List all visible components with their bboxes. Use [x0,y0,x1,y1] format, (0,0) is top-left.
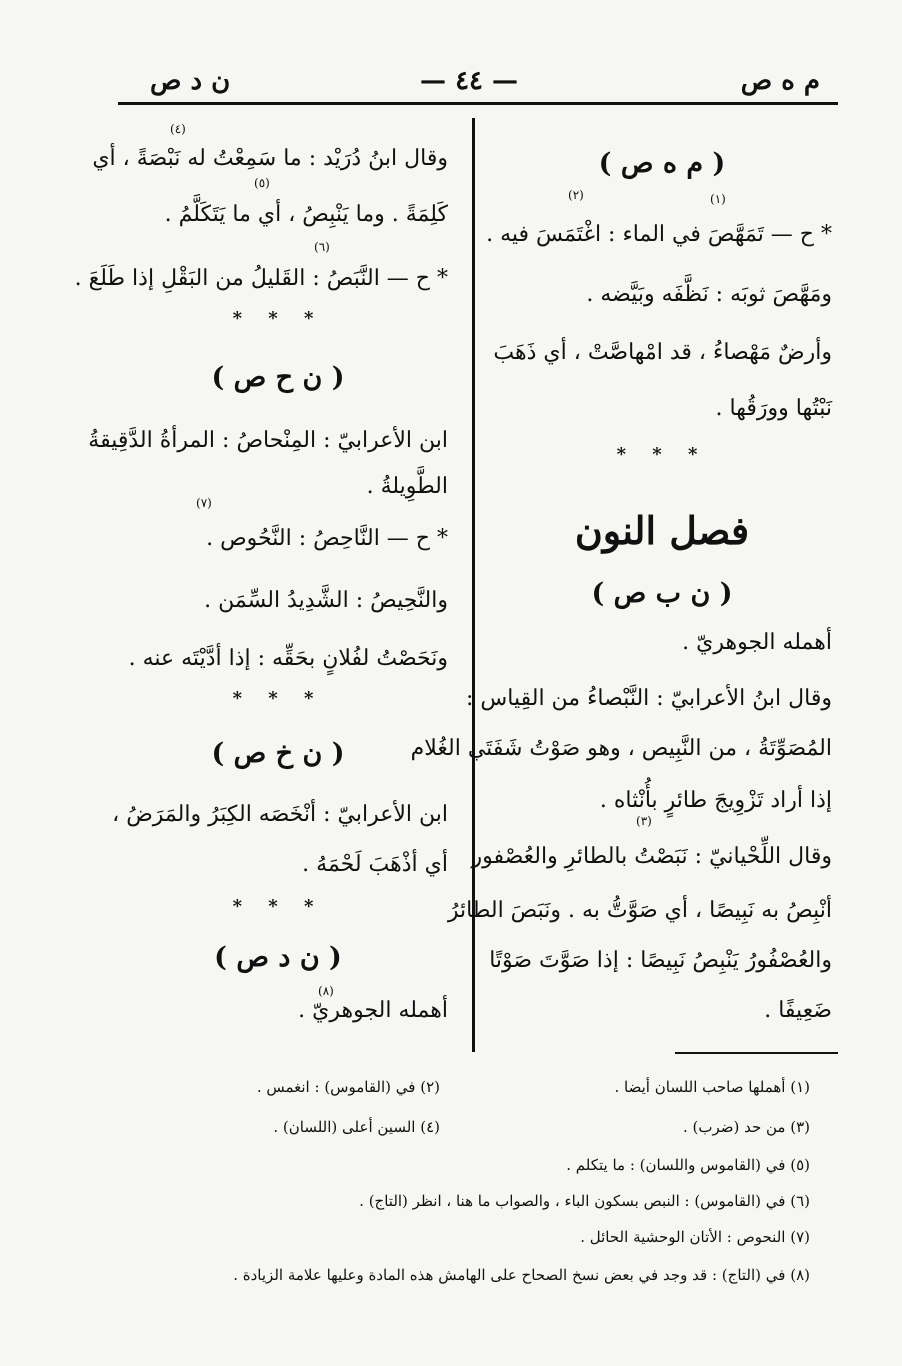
text-line: * ح — النَّاحِصُ : النَّحُوص . [206,526,448,551]
text-line: نَبْتُها وورَقُها . [715,396,832,421]
text-line: * ح — النَّبَصُ : القَليلُ من البَقْلِ إذا طَلَعَ . [74,266,448,291]
entry-heading-nkhs: ( ن خ ص ) [211,738,345,769]
section-stars: * * * [616,444,708,465]
footnote-ref: (٨) [318,984,334,998]
entry-heading-mhs: ( م ه ص ) [598,148,726,179]
text-line: ابن الأعرابيّ : أنْخَصَه الكِبَرُ والمَرَضُ ، [112,802,448,827]
text-line: والعُصْفُورُ يَنْبِصُ نَبِيصًا : إذا صَوَّتَ صَوْتًا [489,948,832,973]
page-number: — ٤٤ — [420,66,519,96]
entry-heading-nds: ( ن د ص ) [214,942,342,973]
text-line: أنْبِصُ به نَبِيصًا ، أي صَوَّتُّ به . ونَبَصَ الطائرُ [447,898,832,923]
text-line: المُصَوِّتَةُ ، من النَّبِيص ، وهو صَوْتُ شَفَتَي الغُلام [410,736,832,761]
footnote-3: (٣) من حد (ضرب) . [682,1118,810,1136]
text-line: وقال اللِّحْيانيّ : نَبَصْتُ بالطائرِ والعُصْفور [471,844,832,869]
text-line: * ح — تَمَهَّصَ في الماء : اغْتَمَسَ فيه . [486,222,832,247]
text-line: وقال ابنُ الأعرابيّ : النَّبْصاءُ من القِياس : [466,686,832,711]
text-line: الطَّوِيلةُ . [366,474,448,499]
text-line: والنَّحِيصُ : الشَّدِيدُ السِّمَن . [204,588,448,613]
left-column [74,110,448,1040]
footnote-6: (٦) في (القاموس) : النبص بسكون الباء ، والصواب ما هنا ، انظر (التاج) . [359,1192,810,1210]
chapter-heading: فصل النون [574,508,750,553]
footnote-ref: (١) [710,192,726,206]
section-stars: * * * [232,688,324,709]
text-line: أهمله الجوهريّ . [298,998,448,1023]
right-column [410,110,832,1040]
footnote-8: (٨) في (التاج) : قد وجد في بعض نسخ الصحاح على الهامش هذه المادة وعليها علامة الزيادة . [233,1266,810,1284]
text-line: وقال ابنُ دُرَيْد : ما سَمِعْتُ له نَبْصَةً ، أي [92,146,448,171]
footnote-1: (١) أهملها صاحب اللسان أيضا . [614,1078,810,1096]
text-line: أهمله الجوهريّ . [682,630,832,655]
text-line: أي أذْهَبَ لَحْمَهُ . [302,852,448,877]
entry-heading-nhs: ( ن ح ص ) [211,362,345,393]
text-line: وأرضٌ مَهْصاءُ ، قد امْهاصَّتْ ، أي ذَهَبَ [493,340,832,365]
text-line: ابن الأعرابيّ : المِنْحاصُ : المرأةُ الدَّقِيقةُ [88,428,448,453]
section-stars: * * * [232,896,324,917]
footnote-ref: (٣) [636,814,652,828]
section-stars: * * * [232,308,324,329]
footnote-rule [675,1052,838,1054]
entry-heading-nbs: ( ن ب ص ) [591,578,733,609]
text-line: كَلِمَةً . وما يَنْبِصُ ، أي ما يَتَكَلَّمُ . [164,202,448,227]
text-line: ومَهَّصَ ثوبَه : نَظَّفَه وبَيَّضه . [586,282,832,307]
footnote-7: (٧) النحوص : الأتان الوحشية الحائل . [580,1228,810,1246]
text-line: إذا أراد تَزْوِيجَ طائرٍ بأُنْثاه . [599,788,832,813]
footnote-ref: (٢) [568,188,584,202]
footnote-ref: (٦) [314,240,330,254]
footnote-5: (٥) في (القاموس واللسان) : ما يتكلم . [566,1156,810,1174]
text-line: ضَعِيفًا . [764,998,832,1023]
text-line: ونَحَصْتُ لفُلانٍ بحَقِّه : إذا أدَّيْتَه عنه . [128,646,448,671]
footnote-ref: (٥) [254,176,270,190]
running-head-left: ن د ص [150,66,231,96]
footnote-4: (٤) السين أعلى (اللسان) . [273,1118,440,1136]
footnote-2: (٢) في (القاموس) : انغمس . [256,1078,440,1096]
footnote-ref: (٤) [170,122,186,136]
running-head-right: م ه ص [740,66,820,96]
footnote-ref: (٧) [196,496,212,510]
header-rule [118,102,838,105]
